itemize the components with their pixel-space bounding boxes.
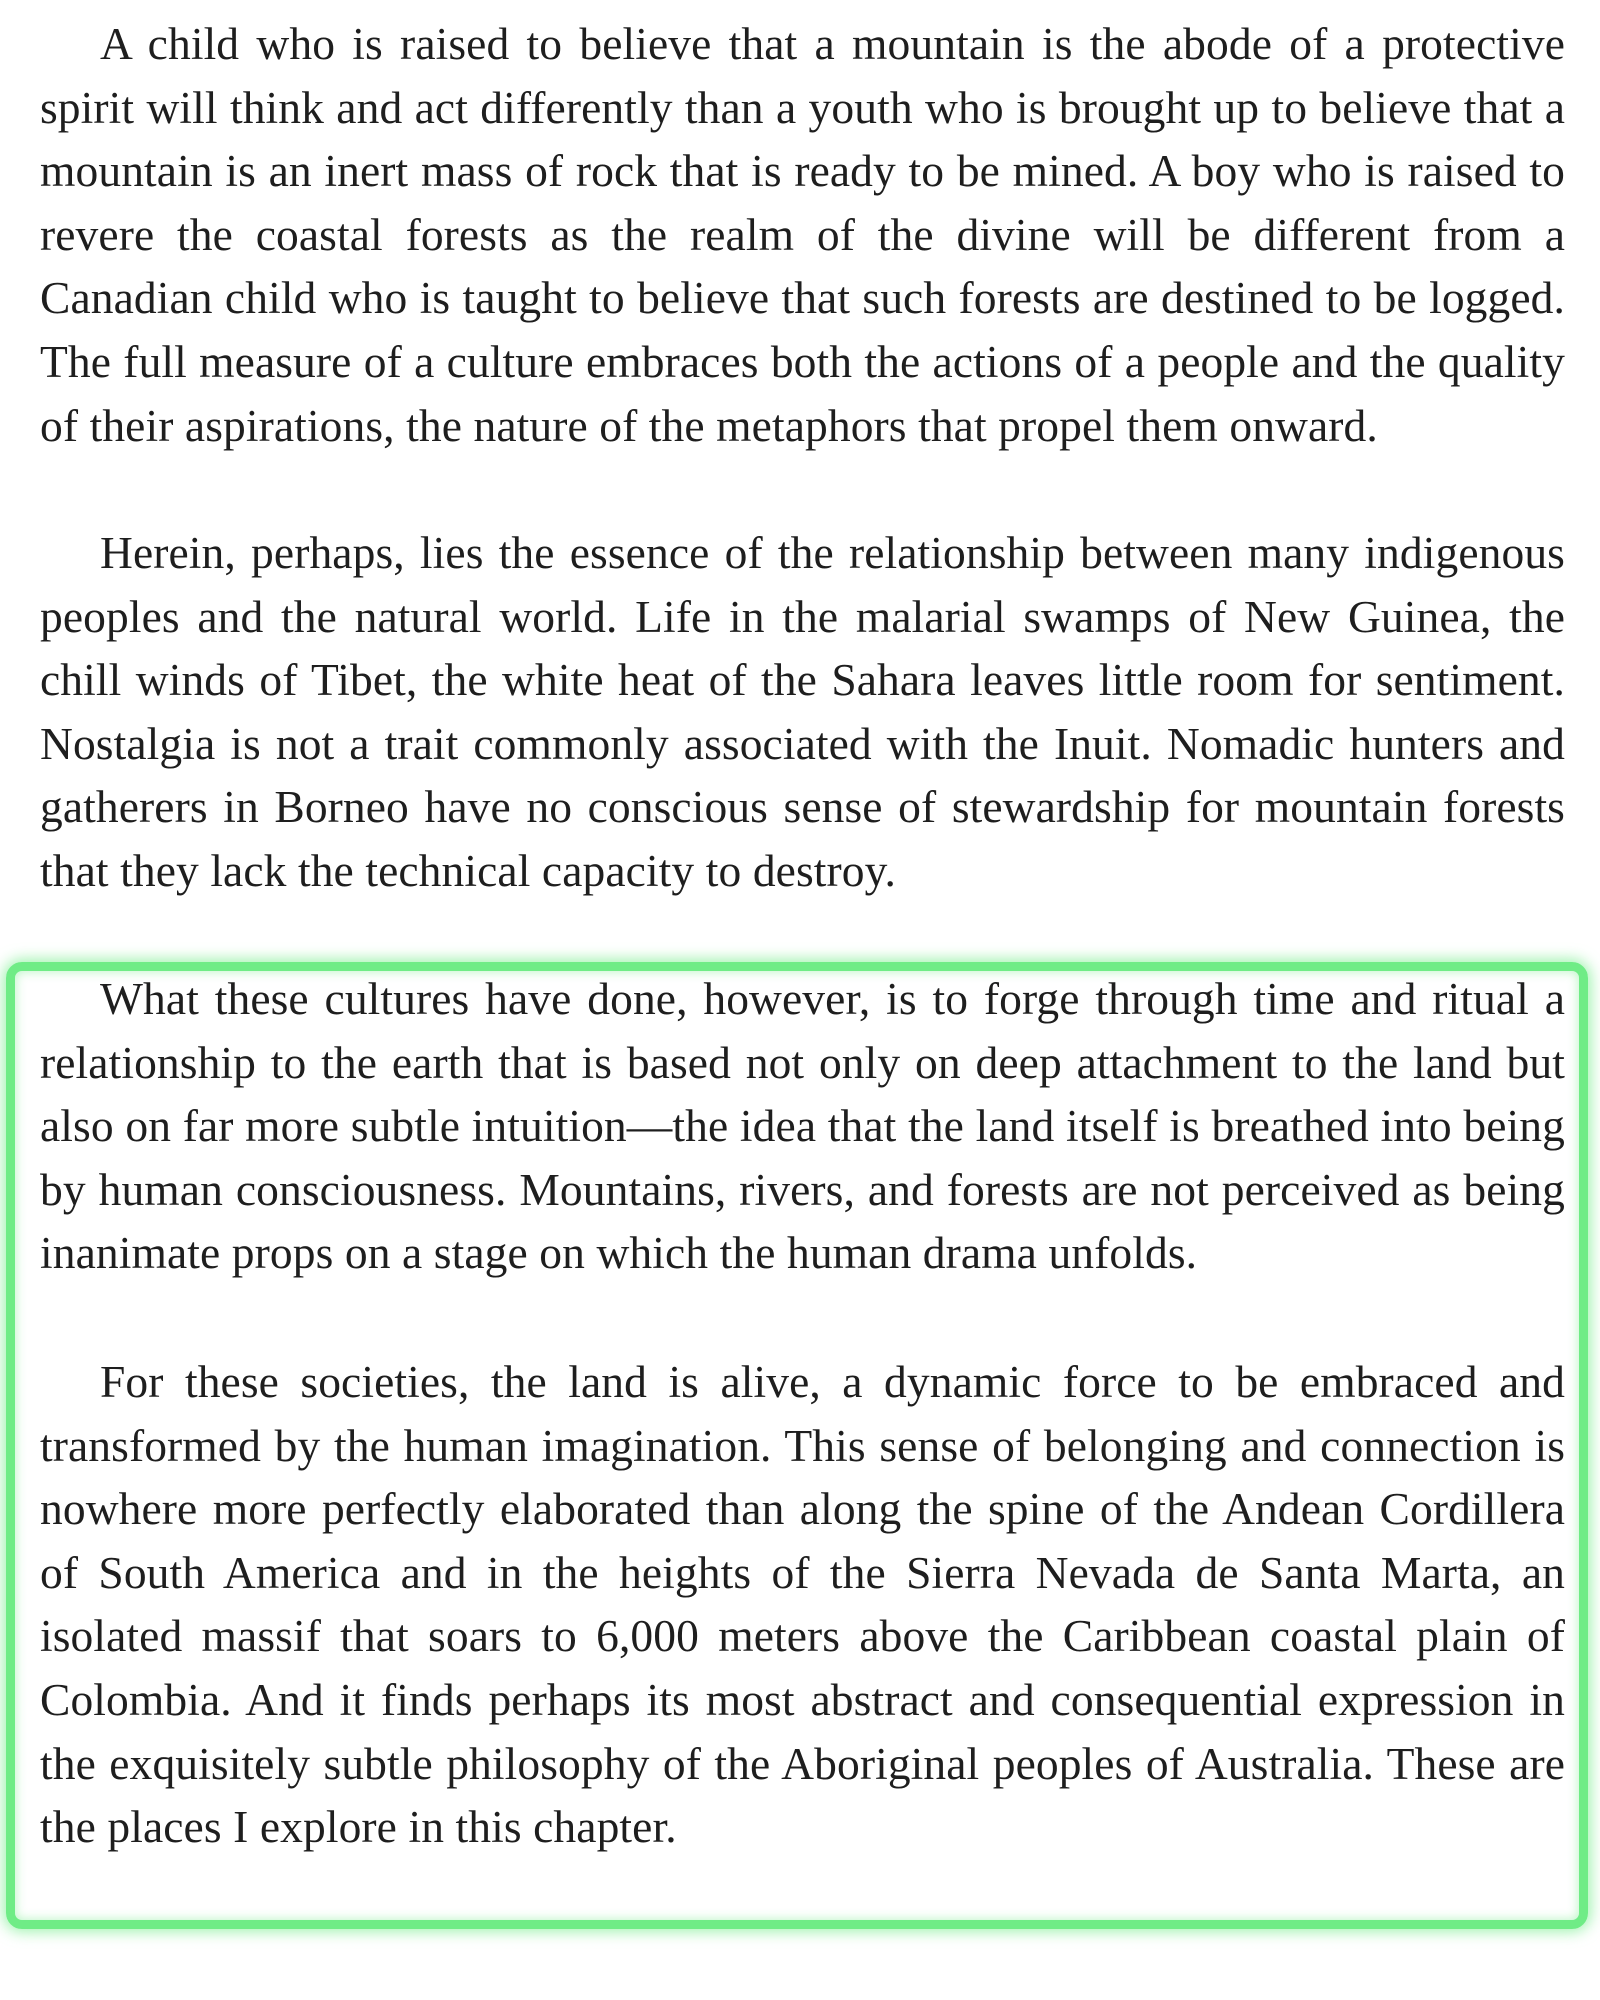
paragraph-indigenous-peoples: Herein, perhaps, lies the essence of the relationship between many indigenous peoples and the natural world. Life in the malarial swamps of New Guinea, the chill winds of Tibet, the white heat of the Sahara leaves little room for sentiment. Nostalgia is not a trait commonly associated with the Inuit. Nomadic hunters and gatherers in Borneo have no conscious sense of stewardship for mountain forests that they lack the technical capacity to destroy. [40,527,1565,896]
paragraph-land-is-alive: For these societies, the land is alive, a dynamic force to be embraced and transformed by the human imagination. This sense of belonging and connection is nowhere more perfectly elaborated than along the spine of the Andean Cordillera of South America and in the heights of the Sierra Nevada de Santa Marta, an isolated massif that soars to 6,000 meters above the Caribbean coastal plain of Colombia. And it finds perhaps its most abstract and consequential expression in the exquisitely subtle philosophy of the Aboriginal peoples of Australia. These are the places I explore in this chapter. [40,1356,1565,1853]
paragraph-relationship-to-earth: What these cultures have done, however, is to forge through time and ritual a relationship to the earth that is based not only on deep attachment to the land but also on far more subtle intuition—the idea that the land itself is breathed into being by human consciousness. Mountains, rivers, and forests are not perceived as being inanimate props on a stage on which the human drama unfolds. [40,973,1565,1279]
paragraph-mountain-spirit: A child who is raised to believe that a mountain is the abode of a protective spirit will think and act differently than a youth who is brought up to believe that a mountain is an inert mass of rock that is ready to be mined. A boy who is raised to revere the coastal forests as the realm of the divine will be different from a Canadian child who is taught to believe that such forests are destined to be logged. The full measure of a culture embraces both the actions of a people and the quality of their aspirations, the nature of the metaphors that propel them onward. [40,18,1565,451]
